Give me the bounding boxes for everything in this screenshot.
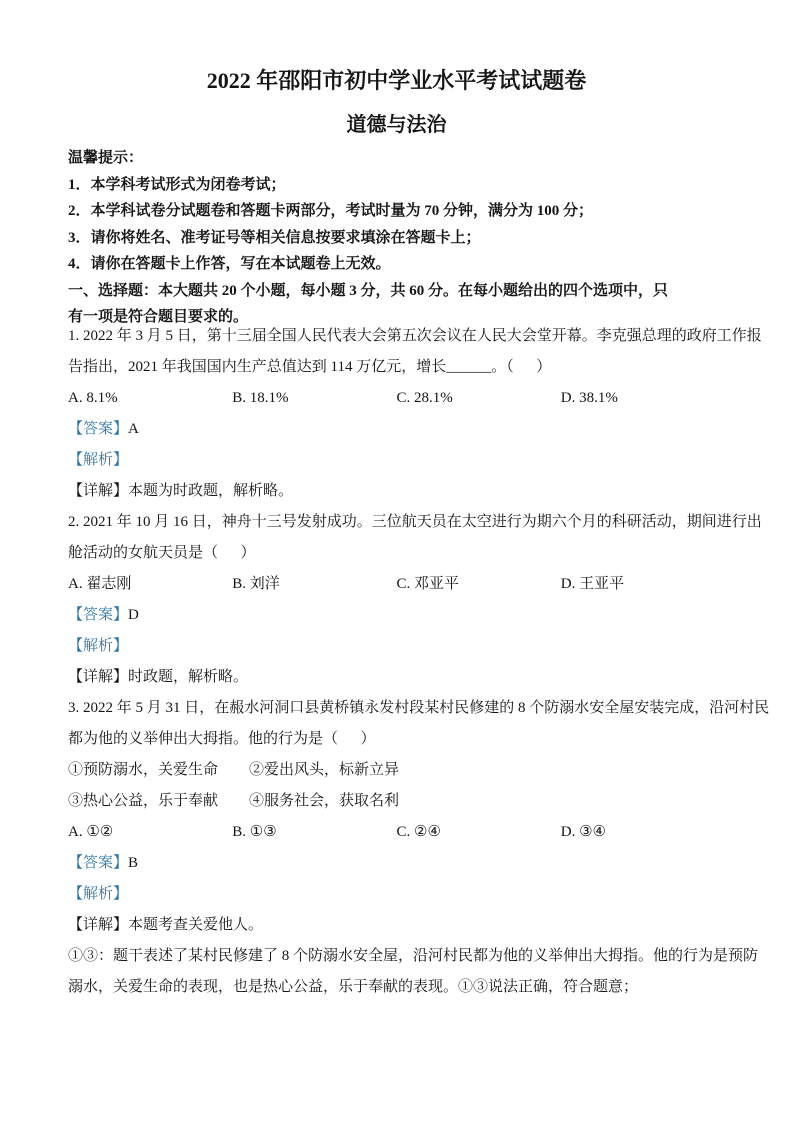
question-3-statements-row-2 [68, 786, 725, 817]
question-3-option-b: B. ①③ [232, 823, 277, 840]
question-3-detail-text: 本题考查关爱他人。 [128, 916, 264, 933]
question-3-option-c: C. ②④ [396, 823, 441, 840]
question-2-answer-line [68, 600, 725, 631]
question-3-answer-value: B [128, 854, 139, 871]
question-2-option-c: C. 邓亚平 [396, 575, 460, 592]
statement-4: ④服务社会，获取名利 [249, 792, 400, 809]
question-2-stem-line-1: 2. 2021 年 10 月 16 日，神舟十三号发射成功。三位航天员在太空进行为期六个月的科研活动，期间进行出 [68, 513, 762, 530]
question-1-option-c: C. 28.1% [396, 389, 453, 406]
question-1-answer-value: A [128, 420, 139, 437]
notice-heading: 温馨提示： [68, 150, 144, 166]
question-1-option-b: B. 18.1% [232, 389, 289, 406]
section-heading-line-2: 有一项是符合题目要求的。 [68, 309, 249, 325]
question-1-answer-line [68, 414, 725, 445]
question-2-detail-text: 时政题，解析略。 [128, 668, 249, 685]
statement-3: ③热心公益，乐于奉献 [68, 792, 219, 809]
page-title: 2022 年邵阳市初中学业水平考试试题卷 [206, 68, 587, 93]
detail-label: 【详解】 [68, 482, 129, 499]
question-1-options-row [68, 383, 725, 414]
question-2 [68, 507, 762, 693]
question-2-option-d: D. 王亚平 [560, 575, 625, 592]
detail-label: 【详解】 [68, 916, 129, 933]
question-1-stem-line-2: 告指出，2021 年我国国内生产总值达到 114 万亿元，增长______。（ ） [68, 358, 552, 375]
question-3-explanation-line-2: 溺水，关爱生命的表现，也是热心公益，乐于奉献的表现。①③说法正确，符合题意； [68, 978, 639, 995]
notice-item-2: 2．本学科试卷分试题卷和答题卡两部分，考试时量为 70 分钟，满分为 100 分； [68, 203, 594, 219]
answer-label: 【答案】 [68, 854, 129, 871]
detail-label: 【详解】 [68, 668, 129, 685]
notice-section [68, 145, 725, 331]
question-3-options-row [68, 817, 725, 848]
question-1-detail-line [68, 476, 725, 507]
question-1-option-a: A. 8.1% [68, 389, 118, 406]
question-2-answer-value: D [128, 606, 139, 623]
answer-label: 【答案】 [68, 606, 129, 623]
question-2-option-a: A. 翟志刚 [68, 575, 132, 592]
question-2-detail-line [68, 662, 725, 693]
notice-item-4: 4．请你在答题卡上作答，写在本试题卷上无效。 [68, 256, 391, 272]
question-3-option-d: D. ③④ [560, 823, 606, 840]
question-2-stem-line-2: 舱活动的女航天员是（ ） [68, 544, 256, 561]
question-1-stem-line-1: 1. 2022 年 3 月 5 日，第十三届全国人民代表大会第五次会议在人民大会堂开幕。李克强总理的政府工作报 [68, 327, 762, 344]
question-3-detail-line [68, 910, 725, 941]
question-1 [68, 321, 762, 507]
question-3-stem-line-1: 3. 2022 年 5 月 31 日，在赧水河洞口县黄桥镇永发村段某村民修建的 8 个防溺水安全屋安装完成，沿河村民 [68, 699, 770, 716]
question-1-analysis-label: 【解析】 [68, 451, 129, 468]
question-3-statements-row-1 [68, 755, 725, 786]
question-3-stem-line-2: 都为他的义举伸出大拇指。他的行为是（ ） [68, 730, 376, 747]
question-2-options-row [68, 569, 725, 600]
page-subtitle: 道德与法治 [346, 114, 447, 136]
notice-item-3: 3．请你将姓名、准考证号等相关信息按要求填涂在答题卡上； [68, 229, 481, 246]
notice-item-1: 1．本学科考试形式为闭卷考试； [68, 176, 286, 193]
question-3-explanation-line-1: ①③：题干表述了某村民修建了 8 个防溺水安全屋，沿河村民都为他的义举伸出大拇指。他的行为是预防 [68, 947, 759, 964]
section-heading-line-1: 一、选择题：本大题共 20 个小题，每小题 3 分，共 60 分。在每小题给出的四个选项中，只 [68, 282, 669, 299]
question-3-analysis-label: 【解析】 [68, 885, 129, 902]
question-3-answer-line [68, 848, 725, 879]
answer-label: 【答案】 [68, 420, 129, 437]
question-3-option-a: A. ①② [68, 823, 114, 840]
question-2-option-b: B. 刘洋 [232, 575, 280, 592]
statement-2: ②爱出风头，标新立异 [249, 761, 400, 778]
question-3 [68, 693, 770, 1003]
statement-1: ①预防溺水，关爱生命 [68, 761, 219, 778]
questions-area [68, 321, 770, 1003]
question-1-option-d: D. 38.1% [560, 389, 618, 406]
question-2-analysis-label: 【解析】 [68, 637, 129, 654]
question-1-detail-text: 本题为时政题，解析略。 [128, 482, 294, 499]
